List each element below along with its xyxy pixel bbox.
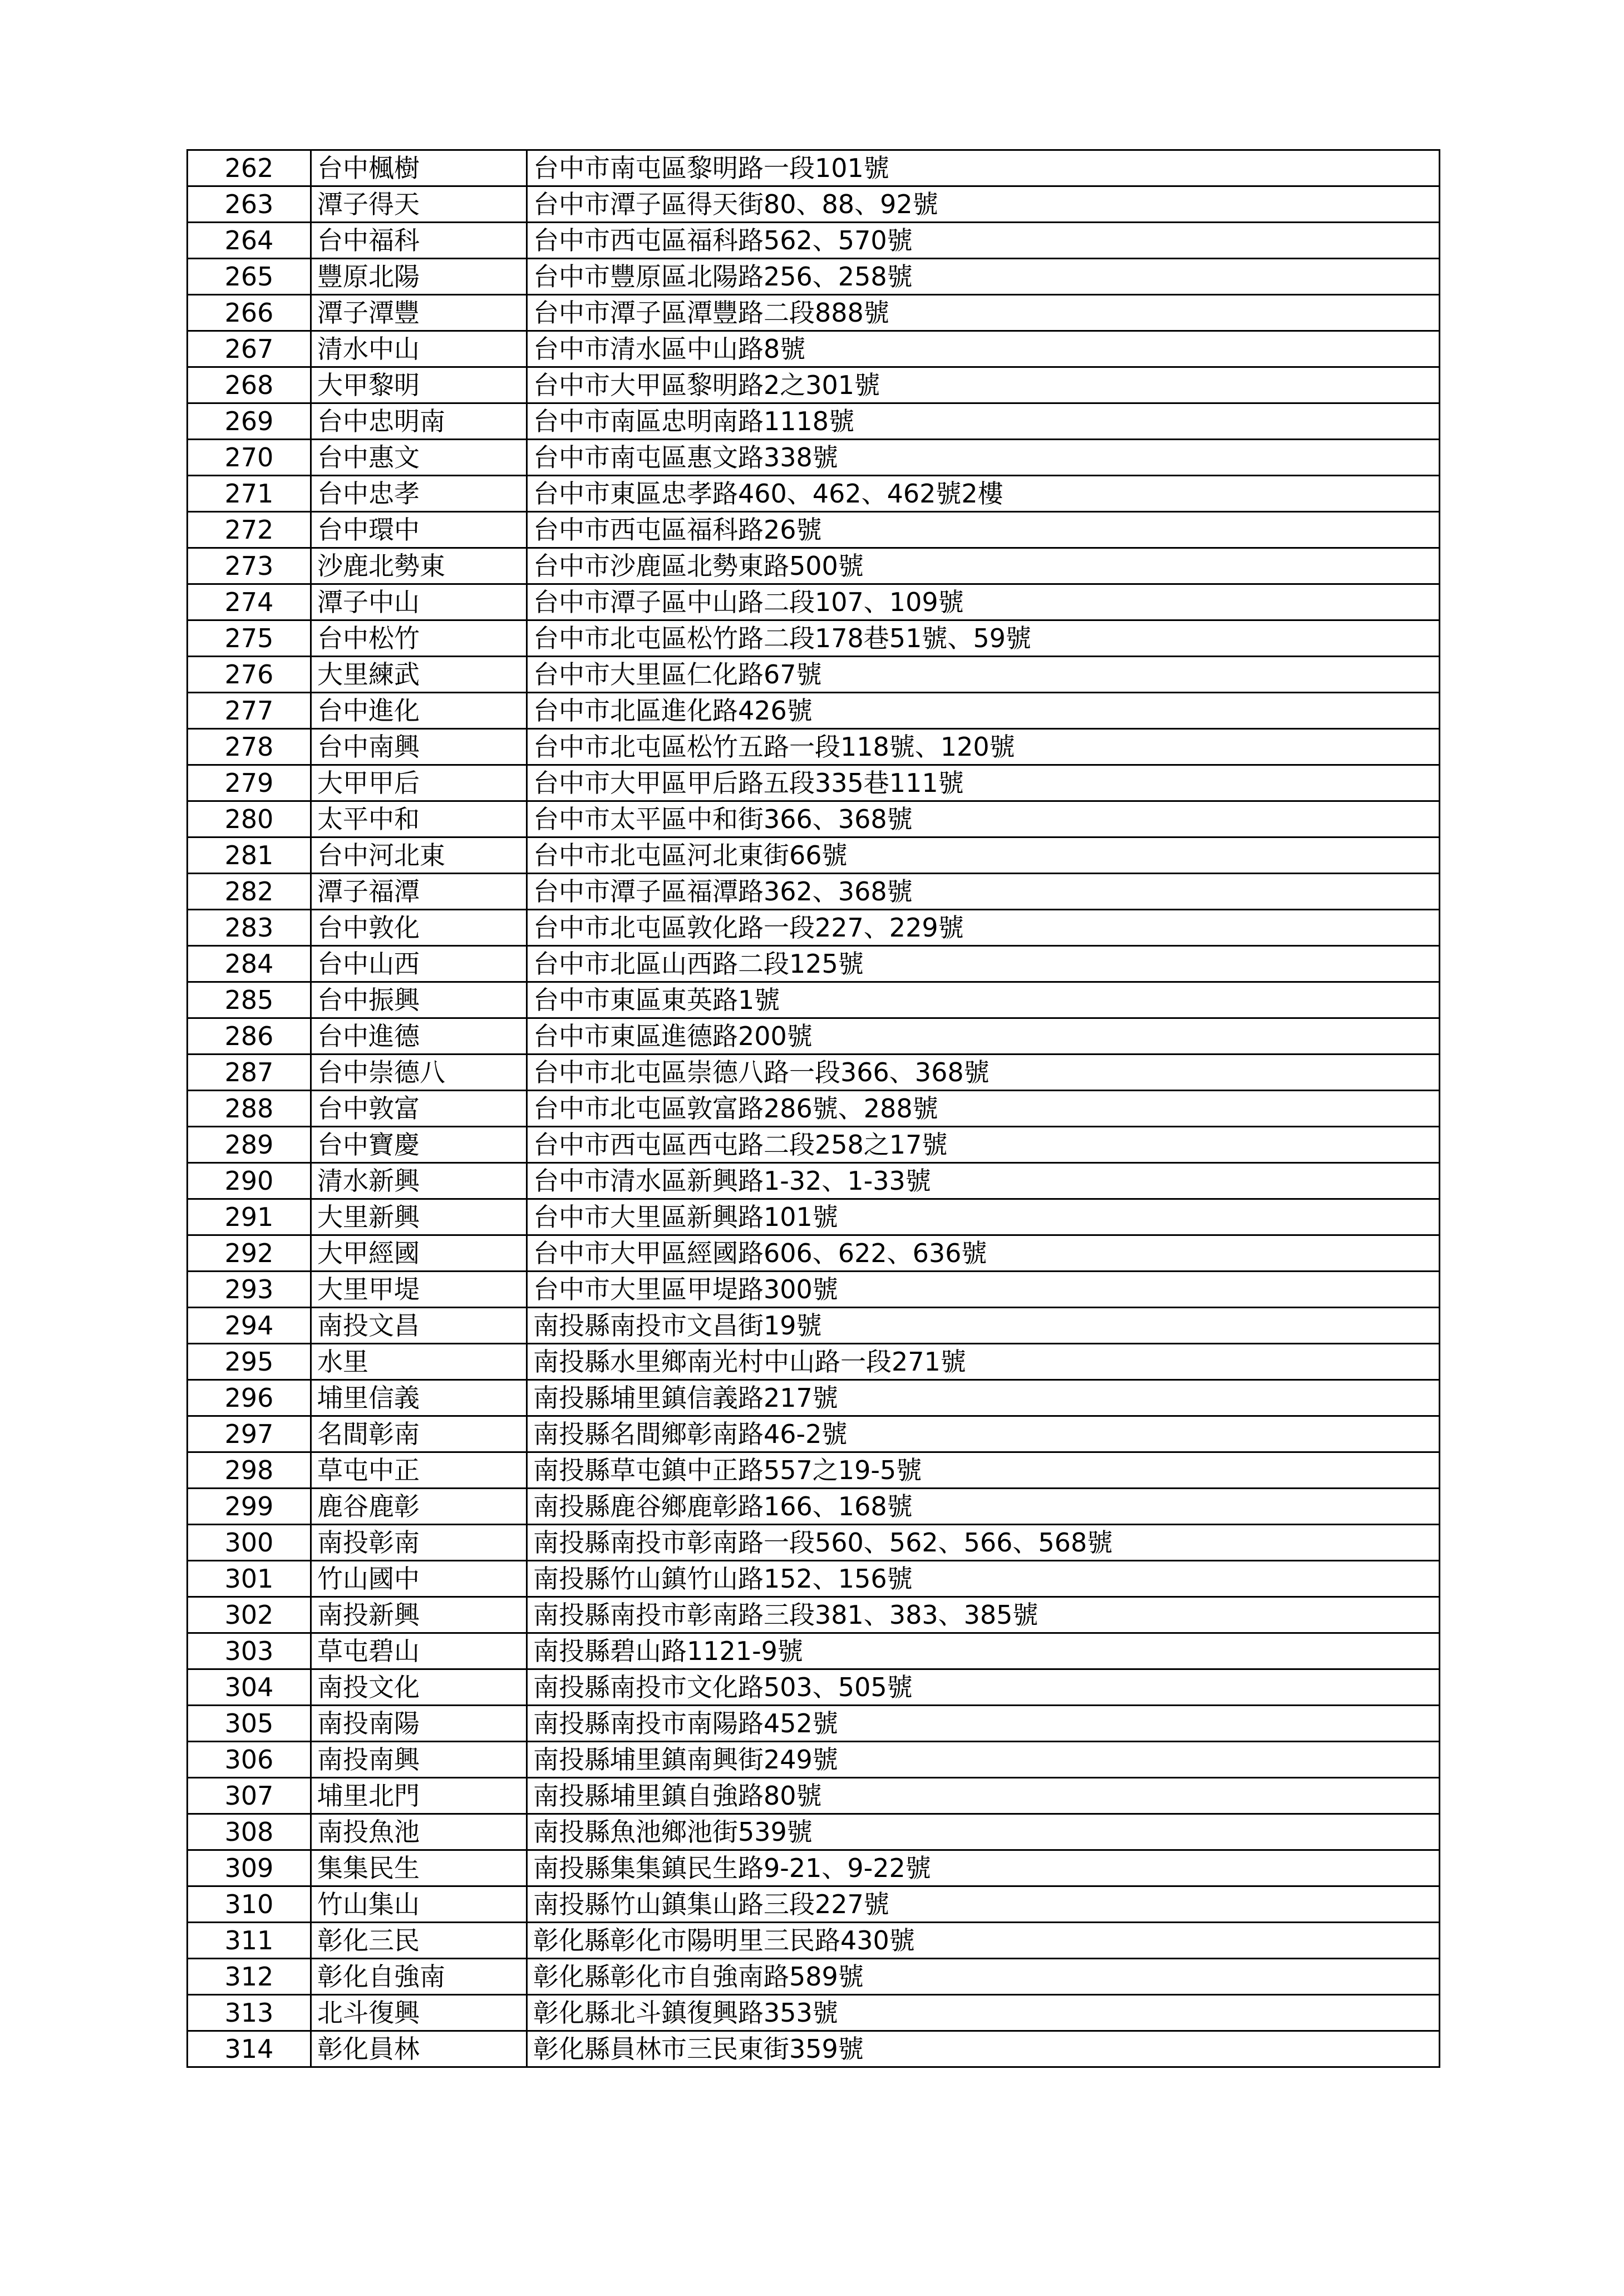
row-number-cell: 283 xyxy=(188,910,311,946)
row-number-cell: 269 xyxy=(188,403,311,440)
store-name-cell: 台中南興 xyxy=(311,729,527,765)
address-cell: 台中市北屯區敦化路一段227、229號 xyxy=(527,910,1440,946)
table-row xyxy=(188,1959,1440,1995)
store-name-cell: 台中福科 xyxy=(311,223,527,259)
store-name-cell: 大里練武 xyxy=(311,657,527,693)
address-cell: 南投縣南投市文昌街19號 xyxy=(527,1308,1440,1344)
store-name-cell: 北斗復興 xyxy=(311,1995,527,2031)
table-row xyxy=(188,1633,1440,1669)
address-cell: 台中市北屯區松竹路二段178巷51號、59號 xyxy=(527,620,1440,657)
row-number-cell: 268 xyxy=(188,367,311,403)
address-cell: 台中市北屯區敦富路286號、288號 xyxy=(527,1091,1440,1127)
store-name-cell: 台中進化 xyxy=(311,693,527,729)
table-row xyxy=(188,1055,1440,1091)
store-name-cell: 潭子中山 xyxy=(311,584,527,620)
store-name-cell: 南投新興 xyxy=(311,1597,527,1633)
store-name-cell: 南投彰南 xyxy=(311,1525,527,1561)
store-name-cell: 台中河北東 xyxy=(311,837,527,874)
address-cell: 南投縣水里鄉南光村中山路一段271號 xyxy=(527,1344,1440,1380)
table-row xyxy=(188,982,1440,1018)
row-number-cell: 275 xyxy=(188,620,311,657)
store-name-cell: 彰化員林 xyxy=(311,2031,527,2067)
store-name-cell: 台中惠文 xyxy=(311,440,527,476)
table-row xyxy=(188,1923,1440,1959)
store-name-cell: 草屯中正 xyxy=(311,1452,527,1489)
table-row xyxy=(188,1091,1440,1127)
table-row xyxy=(188,331,1440,367)
address-cell: 台中市大里區仁化路67號 xyxy=(527,657,1440,693)
table-row xyxy=(188,1706,1440,1742)
store-name-cell: 清水新興 xyxy=(311,1163,527,1199)
table-row xyxy=(188,1018,1440,1055)
address-cell: 彰化縣員林市三民東街359號 xyxy=(527,2031,1440,2067)
address-cell: 南投縣南投市彰南路三段381、383、385號 xyxy=(527,1597,1440,1633)
row-number-cell: 289 xyxy=(188,1127,311,1163)
row-number-cell: 314 xyxy=(188,2031,311,2067)
row-number-cell: 285 xyxy=(188,982,311,1018)
table-row xyxy=(188,223,1440,259)
table-row xyxy=(188,1272,1440,1308)
row-number-cell: 299 xyxy=(188,1489,311,1525)
address-cell: 南投縣魚池鄉池街539號 xyxy=(527,1814,1440,1850)
store-name-cell: 南投文化 xyxy=(311,1669,527,1706)
address-cell: 台中市大甲區黎明路2之301號 xyxy=(527,367,1440,403)
address-cell: 台中市南屯區惠文路338號 xyxy=(527,440,1440,476)
table-row xyxy=(188,1669,1440,1706)
address-cell: 彰化縣彰化市陽明里三民路430號 xyxy=(527,1923,1440,1959)
store-name-cell: 豐原北陽 xyxy=(311,259,527,295)
store-name-cell: 竹山國中 xyxy=(311,1561,527,1597)
address-cell: 台中市大甲區經國路606、622、636號 xyxy=(527,1235,1440,1272)
address-cell: 台中市西屯區福科路562、570號 xyxy=(527,223,1440,259)
store-name-cell: 台中寶慶 xyxy=(311,1127,527,1163)
row-number-cell: 262 xyxy=(188,150,311,186)
address-cell: 台中市北區進化路426號 xyxy=(527,693,1440,729)
address-cell: 南投縣鹿谷鄉鹿彰路166、168號 xyxy=(527,1489,1440,1525)
row-number-cell: 287 xyxy=(188,1055,311,1091)
table-row xyxy=(188,946,1440,982)
row-number-cell: 300 xyxy=(188,1525,311,1561)
row-number-cell: 302 xyxy=(188,1597,311,1633)
table-row xyxy=(188,476,1440,512)
row-number-cell: 265 xyxy=(188,259,311,295)
address-cell: 南投縣名間鄉彰南路46-2號 xyxy=(527,1416,1440,1452)
row-number-cell: 310 xyxy=(188,1886,311,1923)
table-row xyxy=(188,548,1440,584)
store-name-cell: 台中振興 xyxy=(311,982,527,1018)
row-number-cell: 295 xyxy=(188,1344,311,1380)
table-row xyxy=(188,1235,1440,1272)
row-number-cell: 307 xyxy=(188,1778,311,1814)
store-name-cell: 台中忠明南 xyxy=(311,403,527,440)
address-cell: 台中市潭子區潭豐路二段888號 xyxy=(527,295,1440,331)
row-number-cell: 263 xyxy=(188,186,311,223)
table-row xyxy=(188,295,1440,331)
store-name-cell: 南投文昌 xyxy=(311,1308,527,1344)
store-name-cell: 大甲經國 xyxy=(311,1235,527,1272)
row-number-cell: 272 xyxy=(188,512,311,548)
table-row xyxy=(188,765,1440,801)
row-number-cell: 264 xyxy=(188,223,311,259)
store-name-cell: 彰化自強南 xyxy=(311,1959,527,1995)
address-cell: 台中市南屯區黎明路一段101號 xyxy=(527,150,1440,186)
table-row xyxy=(188,1199,1440,1235)
store-name-cell: 台中環中 xyxy=(311,512,527,548)
table-row xyxy=(188,584,1440,620)
address-cell: 南投縣南投市文化路503、505號 xyxy=(527,1669,1440,1706)
row-number-cell: 279 xyxy=(188,765,311,801)
address-cell: 南投縣草屯鎮中正路557之19-5號 xyxy=(527,1452,1440,1489)
store-name-cell: 台中楓樹 xyxy=(311,150,527,186)
store-name-cell: 台中敦化 xyxy=(311,910,527,946)
row-number-cell: 297 xyxy=(188,1416,311,1452)
table-row xyxy=(188,1814,1440,1850)
row-number-cell: 306 xyxy=(188,1742,311,1778)
table-row xyxy=(188,620,1440,657)
table-row xyxy=(188,801,1440,837)
table-row xyxy=(188,512,1440,548)
row-number-cell: 267 xyxy=(188,331,311,367)
store-name-cell: 水里 xyxy=(311,1344,527,1380)
row-number-cell: 284 xyxy=(188,946,311,982)
row-number-cell: 296 xyxy=(188,1380,311,1416)
address-cell: 台中市北區山西路二段125號 xyxy=(527,946,1440,982)
address-cell: 台中市豐原區北陽路256、258號 xyxy=(527,259,1440,295)
row-number-cell: 305 xyxy=(188,1706,311,1742)
row-number-cell: 280 xyxy=(188,801,311,837)
address-cell: 南投縣埔里鎮南興街249號 xyxy=(527,1742,1440,1778)
address-cell: 南投縣南投市南陽路452號 xyxy=(527,1706,1440,1742)
store-name-cell: 台中山西 xyxy=(311,946,527,982)
row-number-cell: 298 xyxy=(188,1452,311,1489)
store-name-cell: 台中進德 xyxy=(311,1018,527,1055)
address-cell: 台中市東區進德路200號 xyxy=(527,1018,1440,1055)
store-name-cell: 太平中和 xyxy=(311,801,527,837)
table-row xyxy=(188,1850,1440,1886)
address-cell: 台中市潭子區中山路二段107、109號 xyxy=(527,584,1440,620)
store-name-cell: 埔里北門 xyxy=(311,1778,527,1814)
store-name-cell: 台中敦富 xyxy=(311,1091,527,1127)
row-number-cell: 281 xyxy=(188,837,311,874)
address-cell: 台中市大里區新興路101號 xyxy=(527,1199,1440,1235)
address-cell: 彰化縣彰化市自強南路589號 xyxy=(527,1959,1440,1995)
store-name-cell: 竹山集山 xyxy=(311,1886,527,1923)
table-row xyxy=(188,1525,1440,1561)
store-name-cell: 台中忠孝 xyxy=(311,476,527,512)
row-number-cell: 311 xyxy=(188,1923,311,1959)
store-name-cell: 彰化三民 xyxy=(311,1923,527,1959)
address-cell: 南投縣碧山路1121-9號 xyxy=(527,1633,1440,1669)
table-row xyxy=(188,1489,1440,1525)
table-row xyxy=(188,2031,1440,2067)
row-number-cell: 290 xyxy=(188,1163,311,1199)
row-number-cell: 270 xyxy=(188,440,311,476)
row-number-cell: 308 xyxy=(188,1814,311,1850)
address-cell: 台中市清水區中山路8號 xyxy=(527,331,1440,367)
table-row xyxy=(188,693,1440,729)
address-cell: 台中市北屯區河北東街66號 xyxy=(527,837,1440,874)
address-cell: 台中市大里區甲堤路300號 xyxy=(527,1272,1440,1308)
table-row xyxy=(188,837,1440,874)
row-number-cell: 278 xyxy=(188,729,311,765)
row-number-cell: 277 xyxy=(188,693,311,729)
row-number-cell: 294 xyxy=(188,1308,311,1344)
address-cell: 南投縣埔里鎮自強路80號 xyxy=(527,1778,1440,1814)
table-body xyxy=(188,150,1440,2067)
table-row xyxy=(188,1308,1440,1344)
address-cell: 台中市潭子區福潭路362、368號 xyxy=(527,874,1440,910)
table-row xyxy=(188,1416,1440,1452)
address-cell: 南投縣集集鎮民生路9-21、9-22號 xyxy=(527,1850,1440,1886)
row-number-cell: 273 xyxy=(188,548,311,584)
store-name-cell: 南投南興 xyxy=(311,1742,527,1778)
address-cell: 台中市北屯區崇德八路一段366、368號 xyxy=(527,1055,1440,1091)
address-cell: 台中市東區忠孝路460、462、462號2樓 xyxy=(527,476,1440,512)
store-name-cell: 大甲甲后 xyxy=(311,765,527,801)
table-row xyxy=(188,440,1440,476)
store-name-cell: 埔里信義 xyxy=(311,1380,527,1416)
address-cell: 台中市大甲區甲后路五段335巷111號 xyxy=(527,765,1440,801)
table-row xyxy=(188,1886,1440,1923)
table-row xyxy=(188,403,1440,440)
store-name-cell: 大里新興 xyxy=(311,1199,527,1235)
address-cell: 台中市西屯區福科路26號 xyxy=(527,512,1440,548)
table-row xyxy=(188,910,1440,946)
address-cell: 台中市東區東英路1號 xyxy=(527,982,1440,1018)
table-row xyxy=(188,657,1440,693)
table-row xyxy=(188,150,1440,186)
table-row xyxy=(188,1452,1440,1489)
address-cell: 南投縣埔里鎮信義路217號 xyxy=(527,1380,1440,1416)
row-number-cell: 291 xyxy=(188,1199,311,1235)
store-name-cell: 南投南陽 xyxy=(311,1706,527,1742)
row-number-cell: 282 xyxy=(188,874,311,910)
table-row xyxy=(188,874,1440,910)
store-name-cell: 潭子得天 xyxy=(311,186,527,223)
table-row xyxy=(188,1127,1440,1163)
row-number-cell: 292 xyxy=(188,1235,311,1272)
store-name-cell: 台中崇德八 xyxy=(311,1055,527,1091)
address-cell: 南投縣南投市彰南路一段560、562、566、568號 xyxy=(527,1525,1440,1561)
store-name-cell: 沙鹿北勢東 xyxy=(311,548,527,584)
row-number-cell: 274 xyxy=(188,584,311,620)
table-row xyxy=(188,1561,1440,1597)
address-cell: 台中市清水區新興路1-32、1-33號 xyxy=(527,1163,1440,1199)
table-row xyxy=(188,1995,1440,2031)
row-number-cell: 304 xyxy=(188,1669,311,1706)
address-cell: 彰化縣北斗鎮復興路353號 xyxy=(527,1995,1440,2031)
table-row xyxy=(188,1163,1440,1199)
row-number-cell: 309 xyxy=(188,1850,311,1886)
store-name-cell: 大里甲堤 xyxy=(311,1272,527,1308)
table-row xyxy=(188,1742,1440,1778)
store-name-cell: 大甲黎明 xyxy=(311,367,527,403)
table-row xyxy=(188,1380,1440,1416)
row-number-cell: 293 xyxy=(188,1272,311,1308)
row-number-cell: 266 xyxy=(188,295,311,331)
address-cell: 台中市北屯區松竹五路一段118號、120號 xyxy=(527,729,1440,765)
address-cell: 台中市西屯區西屯路二段258之17號 xyxy=(527,1127,1440,1163)
store-name-cell: 草屯碧山 xyxy=(311,1633,527,1669)
store-name-cell: 台中松竹 xyxy=(311,620,527,657)
store-name-cell: 清水中山 xyxy=(311,331,527,367)
row-number-cell: 301 xyxy=(188,1561,311,1597)
table-row xyxy=(188,367,1440,403)
row-number-cell: 288 xyxy=(188,1091,311,1127)
row-number-cell: 286 xyxy=(188,1018,311,1055)
table-row xyxy=(188,1778,1440,1814)
row-number-cell: 276 xyxy=(188,657,311,693)
store-name-cell: 鹿谷鹿彰 xyxy=(311,1489,527,1525)
address-cell: 南投縣竹山鎮集山路三段227號 xyxy=(527,1886,1440,1923)
address-cell: 台中市南區忠明南路1118號 xyxy=(527,403,1440,440)
table-row xyxy=(188,1344,1440,1380)
row-number-cell: 312 xyxy=(188,1959,311,1995)
row-number-cell: 303 xyxy=(188,1633,311,1669)
row-number-cell: 313 xyxy=(188,1995,311,2031)
row-number-cell: 271 xyxy=(188,476,311,512)
store-address-table xyxy=(186,149,1440,2068)
table-row xyxy=(188,186,1440,223)
store-name-cell: 集集民生 xyxy=(311,1850,527,1886)
store-name-cell: 潭子潭豐 xyxy=(311,295,527,331)
address-cell: 台中市太平區中和街366、368號 xyxy=(527,801,1440,837)
table-row xyxy=(188,1597,1440,1633)
table-row xyxy=(188,259,1440,295)
table-row xyxy=(188,729,1440,765)
store-name-cell: 名間彰南 xyxy=(311,1416,527,1452)
address-cell: 台中市潭子區得天街80、88、92號 xyxy=(527,186,1440,223)
store-name-cell: 南投魚池 xyxy=(311,1814,527,1850)
address-cell: 台中市沙鹿區北勢東路500號 xyxy=(527,548,1440,584)
store-name-cell: 潭子福潭 xyxy=(311,874,527,910)
address-cell: 南投縣竹山鎮竹山路152、156號 xyxy=(527,1561,1440,1597)
